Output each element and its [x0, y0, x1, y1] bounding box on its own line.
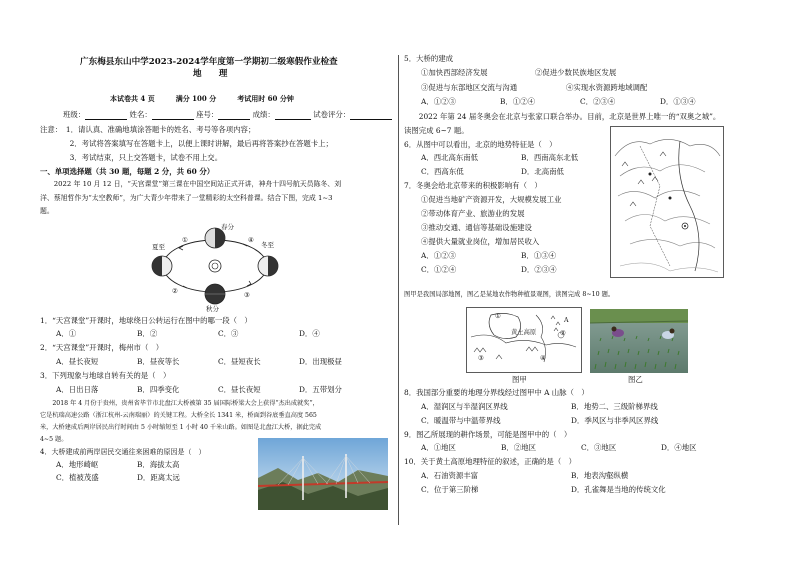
q7-item-1: ①促进当地矿产资源开发，大规模发展工业	[421, 195, 562, 204]
q7-option-c[interactable]: C．①②④	[421, 265, 457, 274]
question-9: 9．图乙所展现的耕作场景，可能是图甲中的（ ）	[404, 430, 572, 439]
q8-option-c[interactable]: C．暖温带与中温带界线	[421, 416, 501, 425]
q2-option-b[interactable]: B．昼夜等长	[137, 357, 180, 366]
q6-option-d[interactable]: D．北高南低	[521, 167, 564, 176]
q4-option-d[interactable]: D．距离太远	[137, 473, 180, 482]
exam-title: 广东梅县东山中学2023-2024学年度第一学期初二级寒假作业检查	[80, 57, 338, 67]
q3-option-c[interactable]: C．昼长夜短	[218, 385, 261, 394]
q6-option-c[interactable]: C．西高东低	[421, 167, 464, 176]
question-8: 8．我国部分重要的地理分界线经过图甲中 A 山脉（ ）	[404, 388, 589, 397]
section-heading: 一、单项选择题（共 30 题，每题 2 分，共 60 分）	[40, 167, 215, 176]
map-label-3: ③	[478, 355, 484, 362]
q5-option-c[interactable]: C．②③④	[580, 97, 616, 106]
q9-option-d[interactable]: D．④地区	[661, 443, 697, 452]
bridge-text-1: 2018 年 4 月份于贵州，贵州省毕节市北盘江大桥被第 35 届国际桥梁大会上获得“杰出成就奖”，	[40, 400, 319, 407]
q5-option-a[interactable]: A．①②③	[421, 97, 456, 106]
q7-option-b[interactable]: B．①③④	[521, 251, 556, 260]
column-divider	[398, 55, 399, 525]
q5-item-1: ①加快西部经济发展	[421, 68, 488, 77]
note-3: 3．考试结束，只上交答题卡，试卷不用上交。	[40, 153, 223, 162]
q5-option-b[interactable]: B．①②④	[500, 97, 535, 106]
question-10: 10．关于黄土高原地理特征的叙述，正确的是（ ）	[404, 457, 577, 466]
earth-orbit-diagram	[145, 220, 285, 312]
review-field[interactable]	[350, 112, 392, 120]
class-field[interactable]	[85, 112, 127, 120]
q7-item-3: ③推动交通、通信等基础设施建设	[421, 223, 532, 232]
q8-option-a[interactable]: A．湿润区与半湿润区界线	[421, 402, 508, 411]
q2-option-d[interactable]: D．出现极昼	[299, 357, 342, 366]
bridge-photo	[258, 438, 388, 510]
q1-option-b[interactable]: B．②	[137, 329, 158, 338]
bridge-text-2: 它是杭瑞高速公路（浙江杭州-云南瑞丽）的关键工程。大桥全长 1341 米，桥面到谷底垂直高度 565	[40, 412, 317, 419]
q1-option-a[interactable]: A．①	[56, 329, 77, 338]
question-4: 4．大桥建成前两岸居民交通往来困难的原因是（ ）	[40, 448, 206, 456]
exam-meta: 本试卷共 4 页 满分 100 分 考试用时 60 分钟	[110, 94, 294, 103]
q4-option-c[interactable]: C．植被茂盛	[56, 473, 99, 482]
q10-option-c[interactable]: C．位于第三阶梯	[421, 485, 479, 494]
review-label: 试卷评分：	[313, 110, 351, 119]
q5-option-d[interactable]: D．①③④	[660, 97, 696, 106]
q1-option-d[interactable]: D．④	[299, 329, 320, 338]
note-2: 2．考试将答案填写在答题卡上，以便上课时讲解，最后再将答案抄在答题卡上；	[40, 139, 333, 148]
sun-icon	[209, 260, 221, 272]
q5-item-3: ③促进与东部地区交流与沟通	[421, 83, 518, 92]
q7-item-4: ④提供大量就业岗位，增加居民收入	[421, 237, 540, 246]
intro-line-3: 题。	[40, 207, 54, 215]
q2-option-a[interactable]: A．昼长夜短	[56, 357, 99, 366]
orbit-segment-3: ③	[244, 291, 250, 299]
loess-plateau-label: 黄土高原	[511, 329, 537, 336]
orbit-segment-1: ①	[182, 236, 188, 244]
winter-text-2: 读图完成 6~7 题。	[404, 126, 469, 135]
q3-option-b[interactable]: B．四季变化	[137, 385, 180, 394]
note-1: 注意： 1．请认真、准确地填涂答题卡的姓名、考号等各项内容；	[40, 125, 256, 134]
q6-option-b[interactable]: B．西南高东北低	[521, 153, 579, 162]
beijing-topographic-map	[610, 126, 724, 278]
label-autumn: 秋分	[206, 305, 219, 313]
q5-item-2: ②促进少数民族地区发展	[535, 68, 617, 77]
q8-option-d[interactable]: D．季风区与非季风区界线	[571, 416, 659, 425]
figure-jia-caption: 图甲	[512, 375, 527, 384]
map-label-2: ②	[560, 330, 566, 337]
q10-option-d[interactable]: D．孔雀舞是当地的传统文化	[571, 485, 666, 494]
map-label-a: A	[564, 317, 569, 324]
class-label: 班级：	[63, 110, 86, 119]
label-summer: 夏至	[152, 243, 165, 251]
q3-option-d[interactable]: D．五带划分	[299, 385, 342, 394]
q5-item-4: ④实现水资源跨地域调配	[566, 83, 648, 92]
intro-line-1: 2022 年 10 月 12 日，“天宫课堂”第三课在中国空间站正式开讲，神舟十四号航天员陈冬、刘	[40, 180, 342, 188]
map-label-4: ④	[540, 355, 546, 362]
score-label: 成绩：	[252, 110, 275, 119]
name-label: 姓名：	[129, 110, 152, 119]
q10-option-b[interactable]: B．地表沟壑纵横	[571, 471, 629, 480]
bridge-text-3: 米，大桥建成后两岸居民出行时间由 5 小时缩短至 1 小时 40 千米山路。如图是北盘江大桥，据此完成	[40, 424, 322, 431]
question-6: 6．从图中可以看出，北京的地势特征是（ ）	[404, 140, 557, 149]
q9-option-c[interactable]: C．③地区	[581, 443, 617, 452]
q10-option-a[interactable]: A．石油资源丰富	[421, 471, 479, 480]
winter-text-1: 2022 年第 24 届冬奥会在北京与张家口联合举办。目前，北京是世界上唯一的“双奥之城”。	[404, 112, 721, 121]
q7-option-a[interactable]: A．①②③	[421, 251, 456, 260]
q8-option-b[interactable]: B．地势二、三级阶梯界线	[571, 402, 658, 411]
q7-option-d[interactable]: D．②③④	[521, 265, 557, 274]
question-7: 7．冬奥会给北京带来的积极影响有（ ）	[404, 181, 542, 190]
intro-line-2: 洋、蔡旭哲作为“太空教师”，为广大青少年带来了一堂精彩的太空科普课。结合下图，完成 1~3	[40, 194, 333, 202]
question-3: 3．下列现象与地球自转有关的是（ ）	[40, 371, 171, 380]
rice-paddy-photo	[590, 309, 688, 373]
label-winter: 冬至	[261, 241, 274, 249]
q7-item-2: ②带动体育产业、旅游业的发展	[421, 209, 525, 218]
q2-option-c[interactable]: C．昼短夜长	[218, 357, 261, 366]
name-field[interactable]	[152, 112, 194, 120]
q3-option-a[interactable]: A．日出日落	[56, 385, 99, 394]
orbit-segment-2: ②	[172, 287, 178, 295]
score-field[interactable]	[275, 112, 311, 120]
question-5: 5．大桥的建成	[404, 54, 454, 63]
q4-option-a[interactable]: A．地形崎岖	[56, 460, 99, 469]
figure-yi-caption: 图乙	[628, 375, 643, 384]
seat-label: 座号：	[196, 110, 219, 119]
q9-option-a[interactable]: A．①地区	[421, 443, 456, 452]
seat-field[interactable]	[218, 112, 250, 120]
q9-option-b[interactable]: B．②地区	[501, 443, 536, 452]
label-spring: 春分	[221, 223, 234, 231]
map-label-1: ①	[495, 313, 501, 320]
q6-option-a[interactable]: A．西北高东南低	[421, 153, 479, 162]
bridge-text-4: 4~5 题。	[40, 436, 68, 443]
question-1: 1．“天宫课堂”开课时，地球绕日公转运行在图中的哪一段（ ）	[40, 316, 252, 325]
student-info-row	[63, 111, 392, 120]
question-2: 2．“天宫课堂”开课时，梅州市（ ）	[40, 343, 164, 352]
q1-option-c[interactable]: C．③	[218, 329, 239, 338]
map-caption: 图甲是我国局部地图，图乙是某地农作物种植景观图，读图完成 8~10 题。	[404, 291, 615, 298]
exam-subject: 地 理	[193, 69, 228, 79]
q4-option-b[interactable]: B．海拔太高	[137, 460, 180, 469]
orbit-segment-4: ④	[248, 236, 254, 244]
